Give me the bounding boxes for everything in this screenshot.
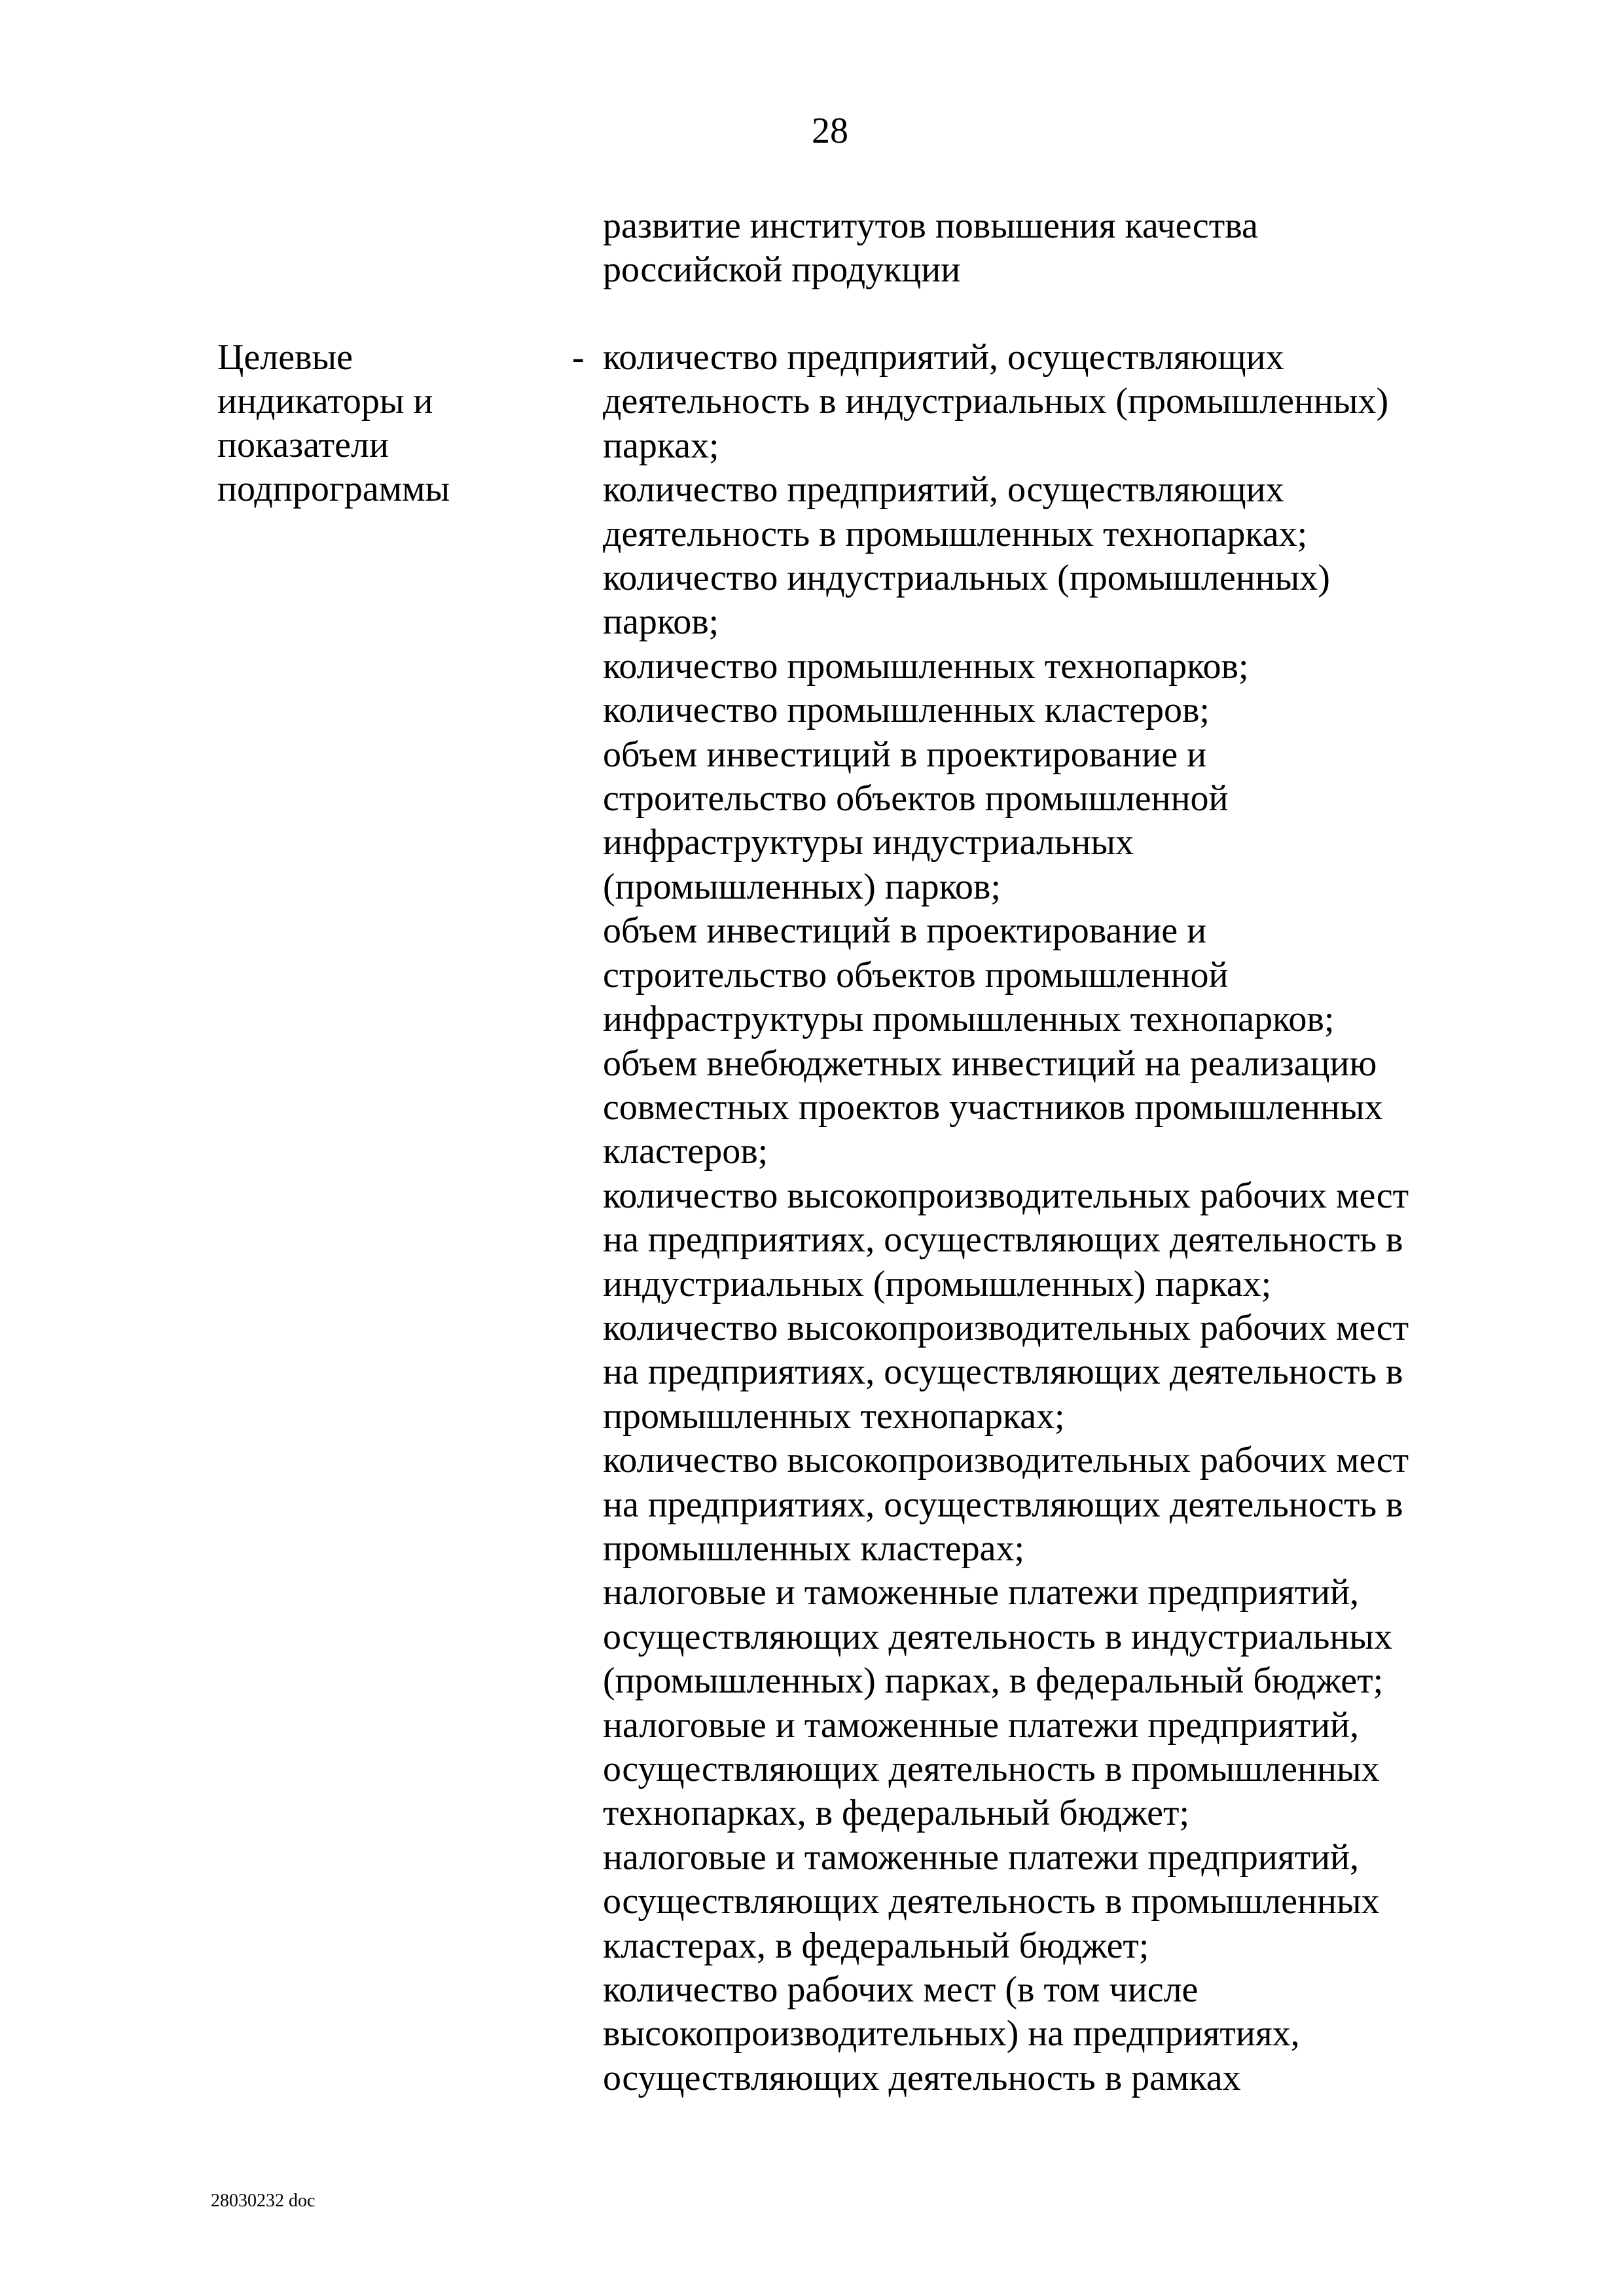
label-line: индикаторы и <box>217 381 433 422</box>
indicator-line: объем инвестиций в проектирование и <box>603 734 1207 775</box>
intro-paragraph <box>603 204 1258 292</box>
indicator-line: налоговые и таможенные платежи предприятий, <box>603 1837 1359 1878</box>
indicator-line: строительство объектов промышленной <box>603 778 1229 819</box>
indicator-line: количество высокопроизводительных рабочих мест <box>603 1175 1409 1216</box>
indicator-line: технопарках, в федеральный бюджет; <box>603 1793 1189 1834</box>
label-line: показатели <box>217 425 389 465</box>
indicator-line: объем инвестиций в проектирование и <box>603 910 1207 952</box>
indicator-line: осуществляющих деятельность в индустриальных <box>603 1616 1392 1657</box>
indicator-line: количество рабочих мест (в том числе <box>603 1969 1199 2011</box>
indicator-line: парках; <box>603 425 719 466</box>
label-line: Целевые <box>217 337 353 378</box>
indicator-line: (промышленных) парков; <box>603 866 1001 907</box>
indicator-line: деятельность в промышленных технопарках; <box>603 513 1308 554</box>
indicator-line: количество предприятий, осуществляющих <box>603 469 1284 511</box>
indicator-line: деятельность в индустриальных (промышленных) <box>603 381 1389 422</box>
indicator-line: осуществляющих деятельность в промышленных <box>603 1881 1380 1922</box>
page-number: 28 <box>812 111 848 151</box>
indicator-line: осуществляющих деятельность в промышленных <box>603 1749 1380 1789</box>
indicator-line: количество предприятий, осуществляющих <box>603 337 1284 378</box>
indicator-line: инфраструктуры промышленных технопарков; <box>603 999 1335 1040</box>
indicator-line: количество высокопроизводительных рабочих мест <box>603 1440 1409 1481</box>
indicator-line: совместных проектов участников промышленных <box>603 1086 1383 1128</box>
indicator-line: инфраструктуры индустриальных <box>603 822 1134 863</box>
indicator-line: промышленных технопарках; <box>603 1395 1065 1437</box>
indicator-line: налоговые и таможенные платежи предприятий, <box>603 1572 1359 1613</box>
indicator-line: осуществляющих деятельность в рамках <box>603 2057 1241 2098</box>
indicator-line: парков; <box>603 601 719 643</box>
indicator-line: кластерах, в федеральный бюджет; <box>603 1925 1149 1966</box>
indicator-line: на предприятиях, осуществляющих деятельность в <box>603 1219 1403 1261</box>
footer-doc-id: 28030232 doc <box>211 2191 316 2211</box>
indicator-line: высокопроизводительных) на предприятиях, <box>603 2013 1300 2054</box>
indicator-line: объем внебюджетных инвестиций на реализацию <box>603 1043 1377 1084</box>
indicator-list <box>603 336 1409 2100</box>
intro-line: российской продукции <box>603 249 961 290</box>
indicator-line: на предприятиях, осуществляющих деятельность в <box>603 1484 1403 1525</box>
indicator-line: количество индустриальных (промышленных) <box>603 558 1330 599</box>
label-line: подпрограммы <box>217 469 450 509</box>
section-label <box>217 336 450 511</box>
indicator-line: (промышленных) парках, в федеральный бюджет; <box>603 1660 1384 1702</box>
indicator-line: кластеров; <box>603 1131 768 1172</box>
indicator-line: количество промышленных кластеров; <box>603 690 1210 731</box>
indicator-line: количество высокопроизводительных рабочих мест <box>603 1307 1409 1348</box>
indicator-line: строительство объектов промышленной <box>603 954 1229 996</box>
indicator-line: налоговые и таможенные платежи предприятий, <box>603 1704 1359 1746</box>
separator-dash: - <box>572 337 585 378</box>
indicator-line: количество промышленных технопарков; <box>603 645 1249 687</box>
indicator-line: на предприятиях, осуществляющих деятельность в <box>603 1352 1403 1393</box>
intro-line: развитие институтов повышения качества <box>603 206 1258 246</box>
indicator-line: индустриальных (промышленных) парках; <box>603 1263 1272 1304</box>
indicator-line: промышленных кластерах; <box>603 1528 1025 1569</box>
